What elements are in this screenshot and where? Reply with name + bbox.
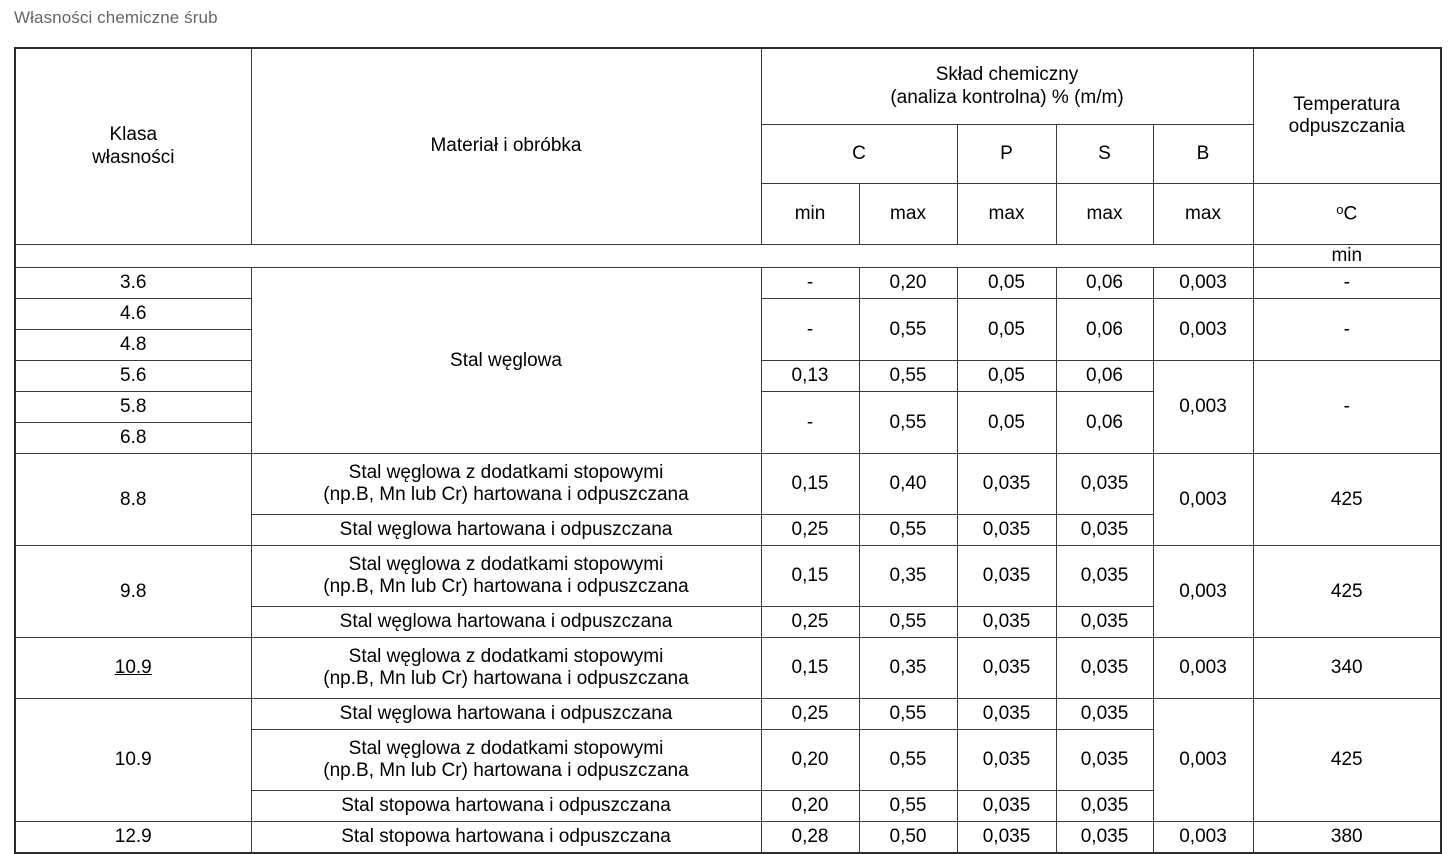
- cell-klasa-5-6: 5.6: [15, 361, 251, 392]
- cell-p-max: 0,035: [957, 515, 1056, 546]
- cell-c-min: 0,20: [761, 791, 859, 822]
- cell-p-max: 0,05: [957, 268, 1056, 299]
- material-line1: Stal węglowa z dodatkami stopowymi: [348, 554, 664, 575]
- cell-s-max: 0,06: [1056, 299, 1153, 361]
- table-row: [15, 546, 1441, 607]
- cell-temperature: -: [1253, 268, 1441, 299]
- cell-c-max: 0,40: [859, 454, 957, 515]
- cell-c-max: 0,55: [859, 607, 957, 638]
- header-element-b: B: [1153, 125, 1253, 184]
- cell-b-max: 0,003: [1153, 299, 1253, 361]
- header-klasa-line1: Klasa: [109, 124, 158, 146]
- header-s-max: max: [1056, 184, 1153, 245]
- cell-b-max: 0,003: [1153, 546, 1253, 638]
- cell-c-max: 0,55: [859, 361, 957, 392]
- cell-klasa-9-8: 9.8: [15, 546, 251, 638]
- cell-b-max: 0,003: [1153, 699, 1253, 822]
- cell-b-max: 0,003: [1153, 638, 1253, 699]
- cell-s-max: 0,035: [1056, 638, 1153, 699]
- cell-s-max: 0,06: [1056, 361, 1153, 392]
- header-temperatura-line1: Temperatura: [1293, 93, 1401, 115]
- cell-c-min: 0,20: [761, 730, 859, 791]
- cell-c-min: 0,13: [761, 361, 859, 392]
- spacer-cell: [957, 245, 1056, 268]
- cell-p-max: 0,035: [957, 822, 1056, 853]
- cell-klasa-4-8: 4.8: [15, 330, 251, 361]
- table-body: [15, 268, 1441, 853]
- table-row: [15, 822, 1441, 853]
- table-row: [15, 699, 1441, 730]
- cell-material-stopowe: [251, 638, 761, 699]
- cell-b-max: 0,003: [1153, 454, 1253, 546]
- cell-klasa-10-9-underlined: [15, 638, 251, 699]
- cell-material-stopowe: [251, 454, 761, 515]
- cell-c-max: 0,55: [859, 791, 957, 822]
- header-klasa-line2: własności: [92, 146, 175, 168]
- cell-temperature: 425: [1253, 699, 1441, 822]
- cell-c-min: 0,25: [761, 515, 859, 546]
- header-element-s: S: [1056, 125, 1153, 184]
- chemical-properties-table: [14, 47, 1442, 854]
- header-c-min: min: [761, 184, 859, 245]
- material-line1: Stal węglowa z dodatkami stopowymi: [348, 646, 664, 667]
- header-temperature-unit: [1253, 184, 1441, 245]
- header-row-1: [15, 48, 1441, 125]
- cell-klasa-4-6: 4.6: [15, 299, 251, 330]
- cell-c-min: 0,15: [761, 454, 859, 515]
- table-row: [15, 638, 1441, 699]
- header-temperatura-odpuszczania: [1253, 48, 1441, 184]
- cell-s-max: 0,035: [1056, 607, 1153, 638]
- header-klasa-wlasnosci: [15, 48, 251, 245]
- header-element-p: P: [957, 125, 1056, 184]
- cell-c-min: 0,15: [761, 546, 859, 607]
- spacer-cell: [1153, 245, 1253, 268]
- cell-c-min: -: [761, 299, 859, 361]
- header-element-c: C: [761, 125, 957, 184]
- celsius-letter: C: [1343, 203, 1358, 225]
- cell-c-min: -: [761, 392, 859, 454]
- material-line1: Stal węglowa z dodatkami stopowymi: [348, 738, 664, 759]
- cell-b-max: 0,003: [1153, 822, 1253, 853]
- cell-klasa-6-8: 6.8: [15, 423, 251, 454]
- spacer-cell: [251, 245, 761, 268]
- cell-klasa-12-9: 12.9: [15, 822, 251, 853]
- cell-material-weglowa-hartowana: Stal węglowa hartowana i odpuszczana: [251, 515, 761, 546]
- cell-c-max: 0,55: [859, 730, 957, 791]
- cell-p-max: 0,05: [957, 361, 1056, 392]
- header-c-max: max: [859, 184, 957, 245]
- material-line2: (np.B, Mn lub Cr) hartowana i odpuszczana: [323, 484, 689, 506]
- cell-c-max: 0,35: [859, 638, 957, 699]
- cell-s-max: 0,035: [1056, 546, 1153, 607]
- cell-temperature: 425: [1253, 454, 1441, 546]
- cell-s-max: 0,035: [1056, 730, 1153, 791]
- cell-b-max: 0,003: [1153, 361, 1253, 454]
- header-sklad-line1: Skład chemiczny: [935, 64, 1079, 86]
- cell-temperature: 380: [1253, 822, 1441, 853]
- cell-p-max: 0,035: [957, 699, 1056, 730]
- cell-material-stopowa-hartowana: Stal stopowa hartowana i odpuszczana: [251, 791, 761, 822]
- klasa-value-underlined: 10.9: [114, 657, 152, 679]
- cell-s-max: 0,035: [1056, 699, 1153, 730]
- header-sklad-chemiczny: [761, 48, 1253, 125]
- cell-material-stal-weglowa: Stal węglowa: [251, 268, 761, 454]
- material-line2: (np.B, Mn lub Cr) hartowana i odpuszczana: [323, 576, 689, 598]
- cell-temperature: -: [1253, 361, 1441, 454]
- cell-s-max: 0,06: [1056, 268, 1153, 299]
- cell-temperature: 425: [1253, 546, 1441, 638]
- cell-c-max: 0,55: [859, 699, 957, 730]
- cell-c-max: 0,35: [859, 546, 957, 607]
- table-row: [15, 268, 1441, 299]
- cell-p-max: 0,035: [957, 730, 1056, 791]
- cell-s-max: 0,035: [1056, 822, 1153, 853]
- material-line2: (np.B, Mn lub Cr) hartowana i odpuszczana: [323, 760, 689, 782]
- material-line2: (np.B, Mn lub Cr) hartowana i odpuszczana: [323, 668, 689, 690]
- cell-klasa-8-8: 8.8: [15, 454, 251, 546]
- cell-p-max: 0,035: [957, 791, 1056, 822]
- cell-c-min: 0,28: [761, 822, 859, 853]
- spacer-cell: [859, 245, 957, 268]
- cell-c-min: 0,25: [761, 607, 859, 638]
- cell-s-max: 0,035: [1056, 791, 1153, 822]
- header-p-max: max: [957, 184, 1056, 245]
- cell-material-weglowa-hartowana: Stal węglowa hartowana i odpuszczana: [251, 699, 761, 730]
- cell-b-max: 0,003: [1153, 268, 1253, 299]
- cell-c-max: 0,50: [859, 822, 957, 853]
- cell-c-min: -: [761, 268, 859, 299]
- chemical-properties-table-container: [14, 47, 1440, 854]
- table-header: [15, 48, 1441, 268]
- cell-c-max: 0,55: [859, 515, 957, 546]
- cell-material-stopowe: [251, 546, 761, 607]
- page-title: Własności chemiczne śrub: [14, 8, 218, 27]
- cell-material-stopowe: [251, 730, 761, 791]
- cell-material-weglowa-hartowana: Stal węglowa hartowana i odpuszczana: [251, 607, 761, 638]
- cell-s-max: 0,035: [1056, 454, 1153, 515]
- header-sklad-analiza: (analiza kontrolna): [890, 86, 1047, 108]
- cell-p-max: 0,035: [957, 454, 1056, 515]
- cell-klasa-5-8: 5.8: [15, 392, 251, 423]
- cell-material-stopowa-hartowana: Stal stopowa hartowana i odpuszczana: [251, 822, 761, 853]
- cell-p-max: 0,035: [957, 638, 1056, 699]
- cell-klasa-3-6: 3.6: [15, 268, 251, 299]
- cell-c-max: 0,55: [859, 392, 957, 454]
- header-b-max: max: [1153, 184, 1253, 245]
- spacer-cell: [1056, 245, 1153, 268]
- spacer-cell: [15, 245, 251, 268]
- degree-symbol: o: [1336, 202, 1344, 218]
- header-row-4: [15, 245, 1441, 268]
- cell-klasa-10-9: 10.9: [15, 699, 251, 822]
- cell-p-max: 0,035: [957, 607, 1056, 638]
- header-temperatura-line2: odpuszczania: [1288, 116, 1405, 137]
- header-material-obrobka: Materiał i obróbka: [251, 48, 761, 245]
- cell-p-max: 0,05: [957, 299, 1056, 361]
- header-t-min: min: [1253, 245, 1441, 268]
- spacer-cell: [761, 245, 859, 268]
- cell-c-max: 0,20: [859, 268, 957, 299]
- cell-c-min: 0,15: [761, 638, 859, 699]
- header-sklad-units: % (m/m): [1051, 86, 1124, 108]
- cell-p-max: 0,05: [957, 392, 1056, 454]
- material-line1: Stal węglowa z dodatkami stopowymi: [348, 462, 664, 483]
- cell-s-max: 0,06: [1056, 392, 1153, 454]
- cell-temperature: 340: [1253, 638, 1441, 699]
- table-row: [15, 454, 1441, 515]
- cell-temperature: -: [1253, 299, 1441, 361]
- cell-p-max: 0,035: [957, 546, 1056, 607]
- cell-c-max: 0,55: [859, 299, 957, 361]
- cell-s-max: 0,035: [1056, 515, 1153, 546]
- cell-c-min: 0,25: [761, 699, 859, 730]
